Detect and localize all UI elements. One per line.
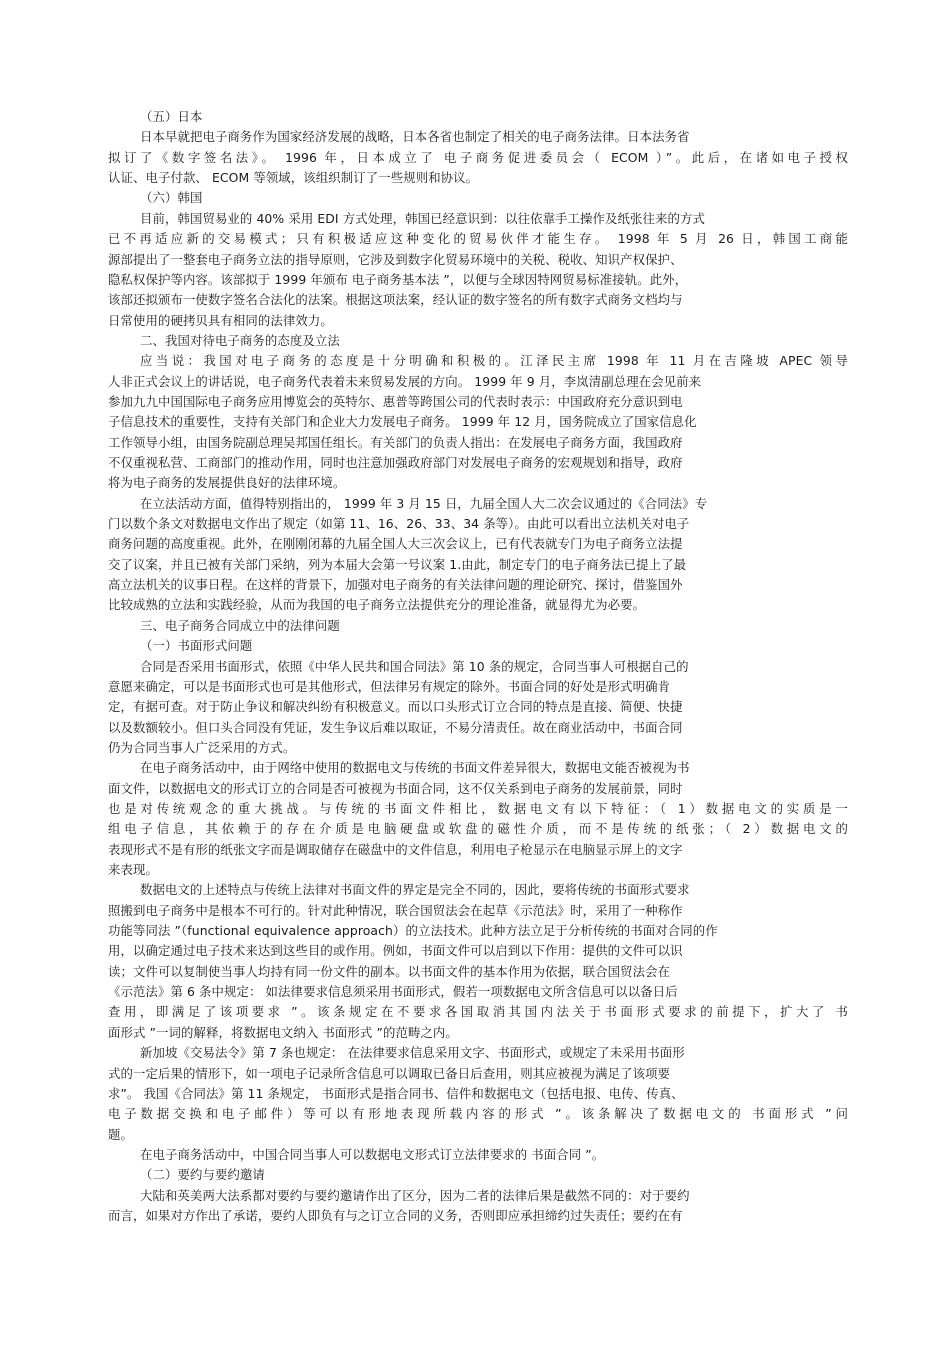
text-line: 在电子商务活动中，由于网络中使用的数据电文与传统的书面文件差异很大，数据电文能否被视为书 xyxy=(140,760,690,776)
text-line: 在电子商务活动中，中国合同当事人可以数据电文形式订立法律要求的 书面合同 ”。 xyxy=(140,1146,605,1162)
text-line: 定，有据可查。对于防止争议和解决纠纷有积极意义。而以口头形式订立合同的特点是直接、简便、快捷 xyxy=(108,699,683,715)
text-line: 日常使用的硬拷贝具有相同的法律效力。 xyxy=(108,312,333,328)
text-line: 也是对传统观念的重大挑战。与传统的书面文件相比，数据电文有以下特征：（ 1）数据电文的实质是一 xyxy=(108,800,848,816)
text-line: 数据电文的上述特点与传统上法律对书面文件的界定是完全不同的，因此，要将传统的书面形式要求 xyxy=(140,882,690,898)
text-line: 目前，韩国贸易业的 40% 采用 EDI 方式处理，韩国已经意识到：以往依靠手工操作及纸张往来的方式 xyxy=(140,210,705,226)
text-line: 功能等同法 ”（functional equivalence approach）的立法技术。此种方法立足于分析传统的书面对合同的作 xyxy=(108,923,718,938)
text-line: 电子数据交换和电子邮件）等可以有形地表现所载内容的形式 ”。该条解决了数据电文的 书面形式 ”问 xyxy=(108,1106,848,1122)
text-line: 认证、电子付款、 ECOM 等领域，该组织制订了一些规则和协议。 xyxy=(108,170,479,186)
text-line: 该部还拟颁布一使数字签名合法化的法案。根据这项法案，经认证的数字签名的所有数字式商务文档均与 xyxy=(108,292,683,308)
text-line: 用，以确定通过电子技术来达到这些目的或作用。例如，书面文件可以启到以下作用：提供的文件可以识 xyxy=(108,943,683,959)
text-line: 子信息技术的重要性，支持有关部门和企业大力发展电子商务。 1999 年 12 月，国务院成立了国家信息化 xyxy=(108,414,697,430)
text-line: 源部提出了一整套电子商务立法的指导原则，它涉及到数字化贸易环境中的关税、税收、知识产权保护、 xyxy=(108,251,683,267)
text-line: 门以数个条文对数据电文作出了规定（如第 11、16、26、33、34 条等）。由此可以看出立法机关对电子 xyxy=(108,516,690,531)
text-line: 来表现。 xyxy=(108,862,158,877)
text-line: 面形式 ”一词的解释，将数据电文纳入 书面形式 ”的范畴之内。 xyxy=(108,1024,458,1040)
text-line: 合同是否采用书面形式，依照《中华人民共和国合同法》第 10 条的规定，合同当事人可根据自己的 xyxy=(140,658,689,674)
text-line: 读；文件可以复制使当事人均持有同一份文件的副本。以书面文件的基本作用为依据，联合国贸法会在 xyxy=(108,963,671,979)
text-line: 求”。 我国《合同法》第 11 条规定， 书面形式是指合同书、信件和数据电文（包括电报、电传、传真、 xyxy=(108,1085,684,1101)
text-line: 面文件，以数据电文的形式订立的合同是否可被视为书面合同，这不仅关系到电子商务的发展前景，同时 xyxy=(108,780,683,796)
text-line: 交了议案，并且已被有关部门采纳，列为本届大会第一号议案 1.由此，制定专门的电子商务法已提上了最 xyxy=(108,556,687,572)
text-line: 查用，即满足了该项要求 ”。该条规定在不要求各国取消其国内法关于书面形式要求的前提下，扩大了 书 xyxy=(108,1004,848,1020)
text-line: 式的一定后果的情形下，如一项电子记录所含信息可以调取已备日后查用，则其应被视为满足了该项要 xyxy=(108,1065,671,1081)
text-line: 比较成熟的立法和实践经验，从而为我国的电子商务立法提供充分的理论准备，就显得尤为必要。 xyxy=(108,597,646,613)
text-line: 二、我国对待电子商务的态度及立法 xyxy=(140,332,340,348)
text-line: 以及数额较小。但口头合同没有凭证，发生争议后难以取证，不易分清责任。故在商业活动中，书面合同 xyxy=(108,719,683,735)
text-line: 而言，如果对方作出了承诺，要约人即负有与之订立合同的义务，否则即应承担缔约过失责任；要约在有 xyxy=(108,1207,683,1223)
text-line: 人非正式会议上的讲话说，电子商务代表着未来贸易发展的方向。 1999 年 9 月，李岚清副总理在会见前来 xyxy=(108,373,702,389)
text-line: 已不再适应新的交易模式；只有积极适应这种变化的贸易伙伴才能生存。 1998 年 5 月 26 日，韩国工商能 xyxy=(108,231,848,247)
text-line: 不仅重视私营、工商部门的推动作用，同时也注意加强政府部门对发展电子商务的宏观规划和指导，政府 xyxy=(108,455,683,470)
text-line: 意愿来确定，可以是书面形式也可是其他形式，但法律另有规定的除外。书面合同的好处是形式明确肯 xyxy=(108,678,671,694)
text-line: 在立法活动方面，值得特别指出的， 1999 年 3 月 15 日，九届全国人大二次会议通过的《合同法》专 xyxy=(140,495,708,511)
text-line: 拟订了《数字签名法》。 1996 年，日本成立了 电子商务促进委员会（ ECOM ）”。此后，在诸如电子授权 xyxy=(108,149,848,165)
text-line: 三、电子商务合同成立中的法律问题 xyxy=(140,617,340,633)
text-line: 工作领导小组，由国务院副总理吴邦国任组长。有关部门的负责人指出：在发展电子商务方面，我国政府 xyxy=(108,434,683,450)
text-line: 仍为合同当事人广泛采用的方式。 xyxy=(108,739,296,755)
text-line: 商务问题的高度重视。此外，在刚刚闭幕的九届全国人大三次会议上，已有代表就专门为电子商务立法提 xyxy=(108,536,683,552)
text-line: （二）要约与要约邀请 xyxy=(140,1167,265,1183)
text-line: 《示范法》第 6 条中规定： 如法律要求信息须采用书面形式，假若一项数据电文所含信息可以以备日后 xyxy=(108,984,678,1000)
text-line: 日本早就把电子商务作为国家经济发展的战略，日本各省也制定了相关的电子商务法律。日本法务省 xyxy=(140,129,690,145)
text-line: 大陆和英美两大法系都对要约与要约邀请作出了区分，因为二者的法律后果是截然不同的：对于要约 xyxy=(140,1187,690,1203)
text-line: 将为电子商务的发展提供良好的法律环境。 xyxy=(108,475,346,491)
text-line: 新加坡《交易法令》第 7 条也规定： 在法律要求信息采用文字、书面形式，或规定了未采用书面形 xyxy=(140,1045,685,1061)
text-line: 隐私权保护等内容。该部拟于 1999 年颁布 电子商务基本法 ”，以便与全球因特网贸易标准接轨。此外， xyxy=(108,271,688,287)
text-line: 参加九九中国国际电子商务应用博览会的英特尔、惠普等跨国公司的代表时表示：中国政府充分意识到电 xyxy=(108,393,683,409)
text-line: （五）日本 xyxy=(140,109,203,124)
text-line: （六）韩国 xyxy=(140,190,203,206)
text-line: 高立法机关的议事日程。在这样的背景下，加强对电子商务的有关法律问题的理论研究、探讨，借鉴国外 xyxy=(108,577,683,592)
text-line: 题。 xyxy=(108,1126,133,1142)
text-line: 应当说：我国对电子商务的态度是十分明确和积极的。江泽民主席 1998 年 11 月在吉隆坡 APEC 领导 xyxy=(140,353,848,369)
text-line: 组电子信息，其依赖于的存在介质是电脑硬盘或软盘的磁性介质，而不是传统的纸张；（ 2）数据电文的 xyxy=(108,821,848,837)
text-line: 照搬到电子商务中是根本不可行的。针对此种情况，联合国贸法会在起草《示范法》时，采用了一种称作 xyxy=(108,902,683,918)
text-line: （一）书面形式问题 xyxy=(140,638,253,654)
text-line: 表现形式不是有形的纸张文字而是调取储存在磁盘中的文件信息，利用电子枪显示在电脑显示屏上的文字 xyxy=(108,841,683,857)
